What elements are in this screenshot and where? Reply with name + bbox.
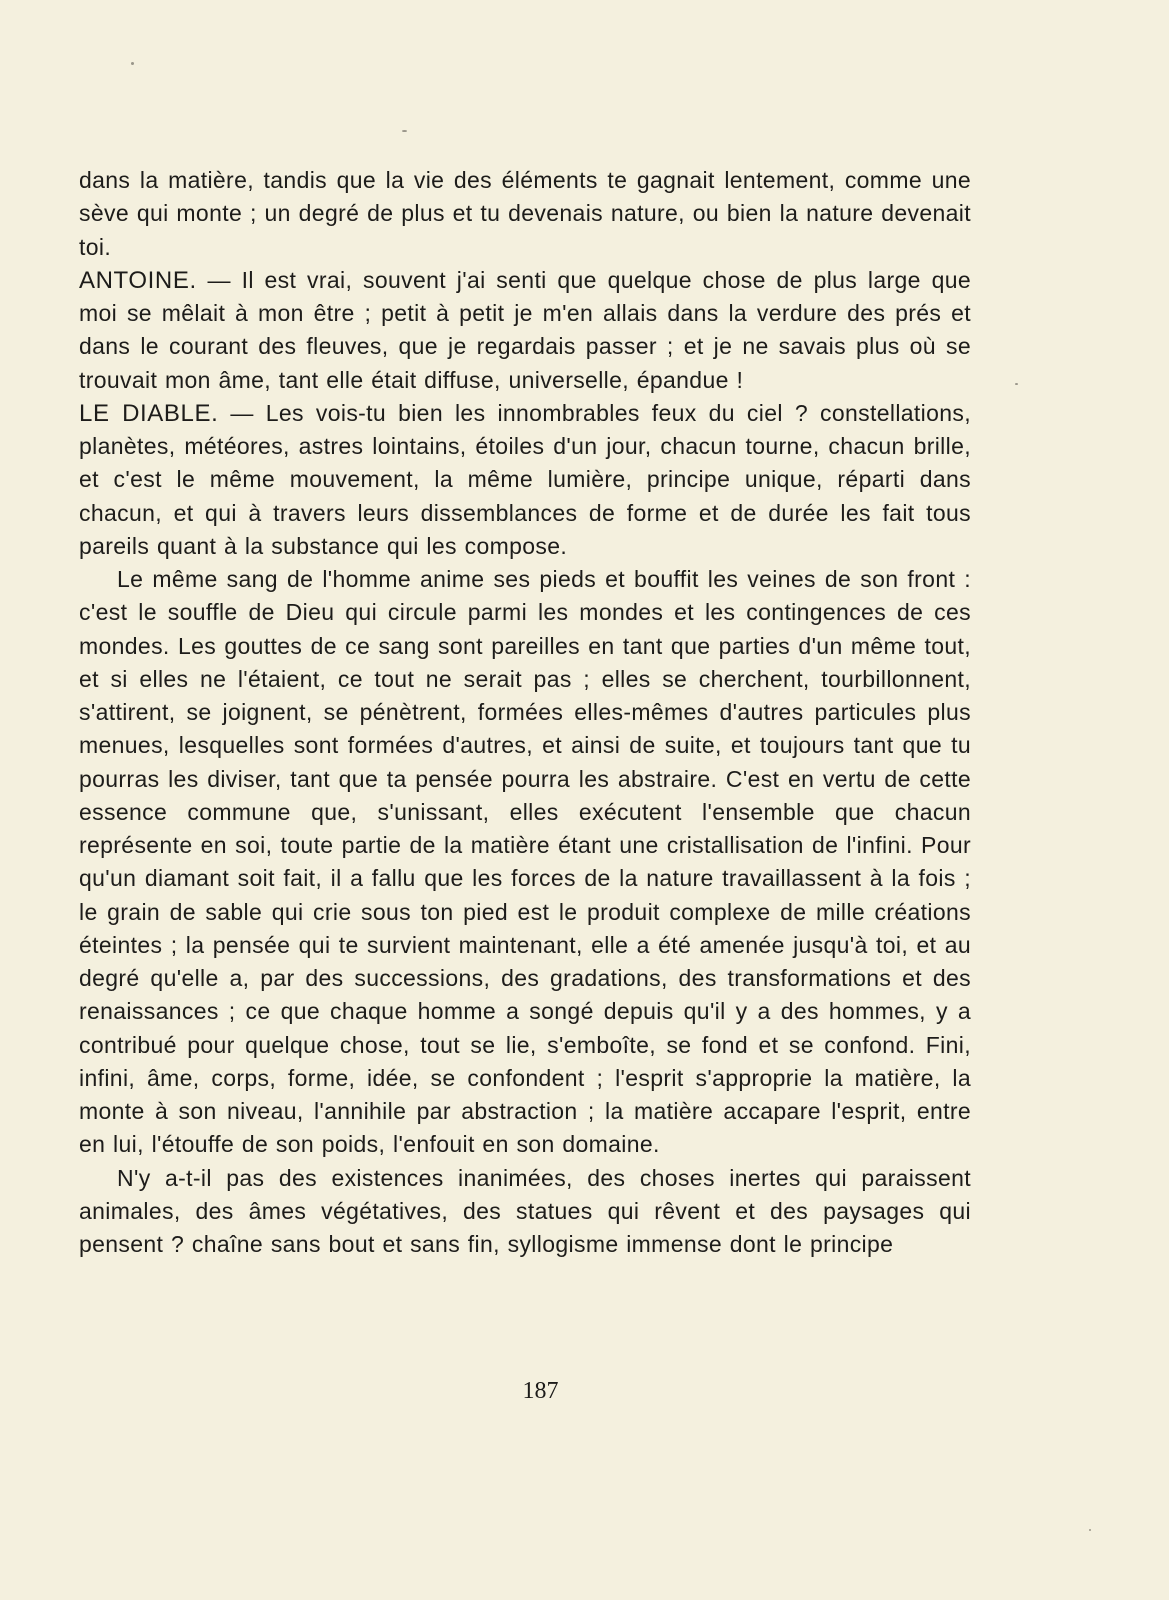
paragraph <box>79 397 971 563</box>
body-text <box>79 164 971 1261</box>
paragraph <box>79 264 971 397</box>
paper-speck <box>1089 1529 1091 1531</box>
speaker-name: LE DIABLE. <box>79 399 219 427</box>
paragraph-text: N'y a-t-il pas des existences inanimées, des choses inertes qui paraissent animales, des âmes végétatives, des statues qui rêvent et des paysages qui pensent ? chaîne sans bout et sans fin, syllogisme immense dont le principe <box>79 1164 971 1257</box>
speaker-name: ANTOINE. <box>79 266 197 294</box>
paragraph-text: Le même sang de l'homme anime ses pieds et bouffit les veines de son front : c'est le souffle de Dieu qui circule parmi les mondes et les contingences de ces mondes. Les gouttes de ce sang sont pareilles en tant que parties d'un même tout, et si elles ne l'étaient, ce tout ne serait pas ; elles se cherchent, tourbillonnent, s'attirent, se joignent, se pénètrent, formées elles-mêmes d'autres particules plus menues, lesquelles sont formées d'autres, et ainsi de suite, et toujours tant que tu pourras les diviser, tant que ta pensée pourra les abstraire. C'est en vertu de cette essence commune que, s'unissant, elles exécutent l'ensemble que chacun représente en soi, toute partie de la matière étant une cristallisation de l'infini. Pour qu'un diamant soit fait, il a fallu que les forces de la nature travaillassent à la fois ; le grain de sable qui crie sous ton pied est le produit complexe de mille créations éteintes ; la pensée qui te survient maintenant, elle a été amenée jusqu'à toi, et au degré qu'elle a, par des successions, des gradations, des transformations et des renaissances ; ce que chaque homme a songé depuis qu'il y a des hommes, y a contribué pour quelque chose, tout se lie, s'emboîte, se fond et se confond. Fini, infini, âme, corps, forme, idée, se confondent ; l'esprit s'approprie la matière, la monte à son niveau, l'annihile par abstraction ; la matière accapare l'esprit, entre en lui, l'étouffe de son poids, l'enfouit en son domaine. <box>79 566 971 1158</box>
paragraph-text: — Il est vrai, souvent j'ai senti que quelque chose de plus large que moi se mêlait à mon être ; petit à petit je m'en allais dans la verdure des prés et dans le courant des fleuves, que je regardais passer ; et je ne savais plus où se trouvait mon âme, tant elle était diffuse, universelle, épandue ! <box>79 266 971 393</box>
paragraph <box>79 1162 971 1262</box>
paragraph <box>79 563 971 1162</box>
paragraph-text: dans la matière, tandis que la vie des éléments te gagnait lentement, comme une sève qui monte ; un degré de plus et tu devenais nature, ou bien la nature devenait toi. <box>79 167 971 260</box>
paragraph-text: — Les vois-tu bien les innombrables feux du ciel ? constellations, planètes, météores, astres lointains, étoiles d'un jour, chacun tourne, chacun brille, et c'est le même mouvement, la même lumière, principe unique, réparti dans chacun, et qui à travers leurs dissemblances de forme et de durée les fait tous pareils quant à la substance qui les compose. <box>79 399 972 559</box>
paper-speck <box>131 62 134 65</box>
paper-speck <box>1015 383 1018 385</box>
paragraph <box>79 164 971 264</box>
paper-speck <box>402 130 407 132</box>
page-number: 187 <box>522 1378 559 1404</box>
